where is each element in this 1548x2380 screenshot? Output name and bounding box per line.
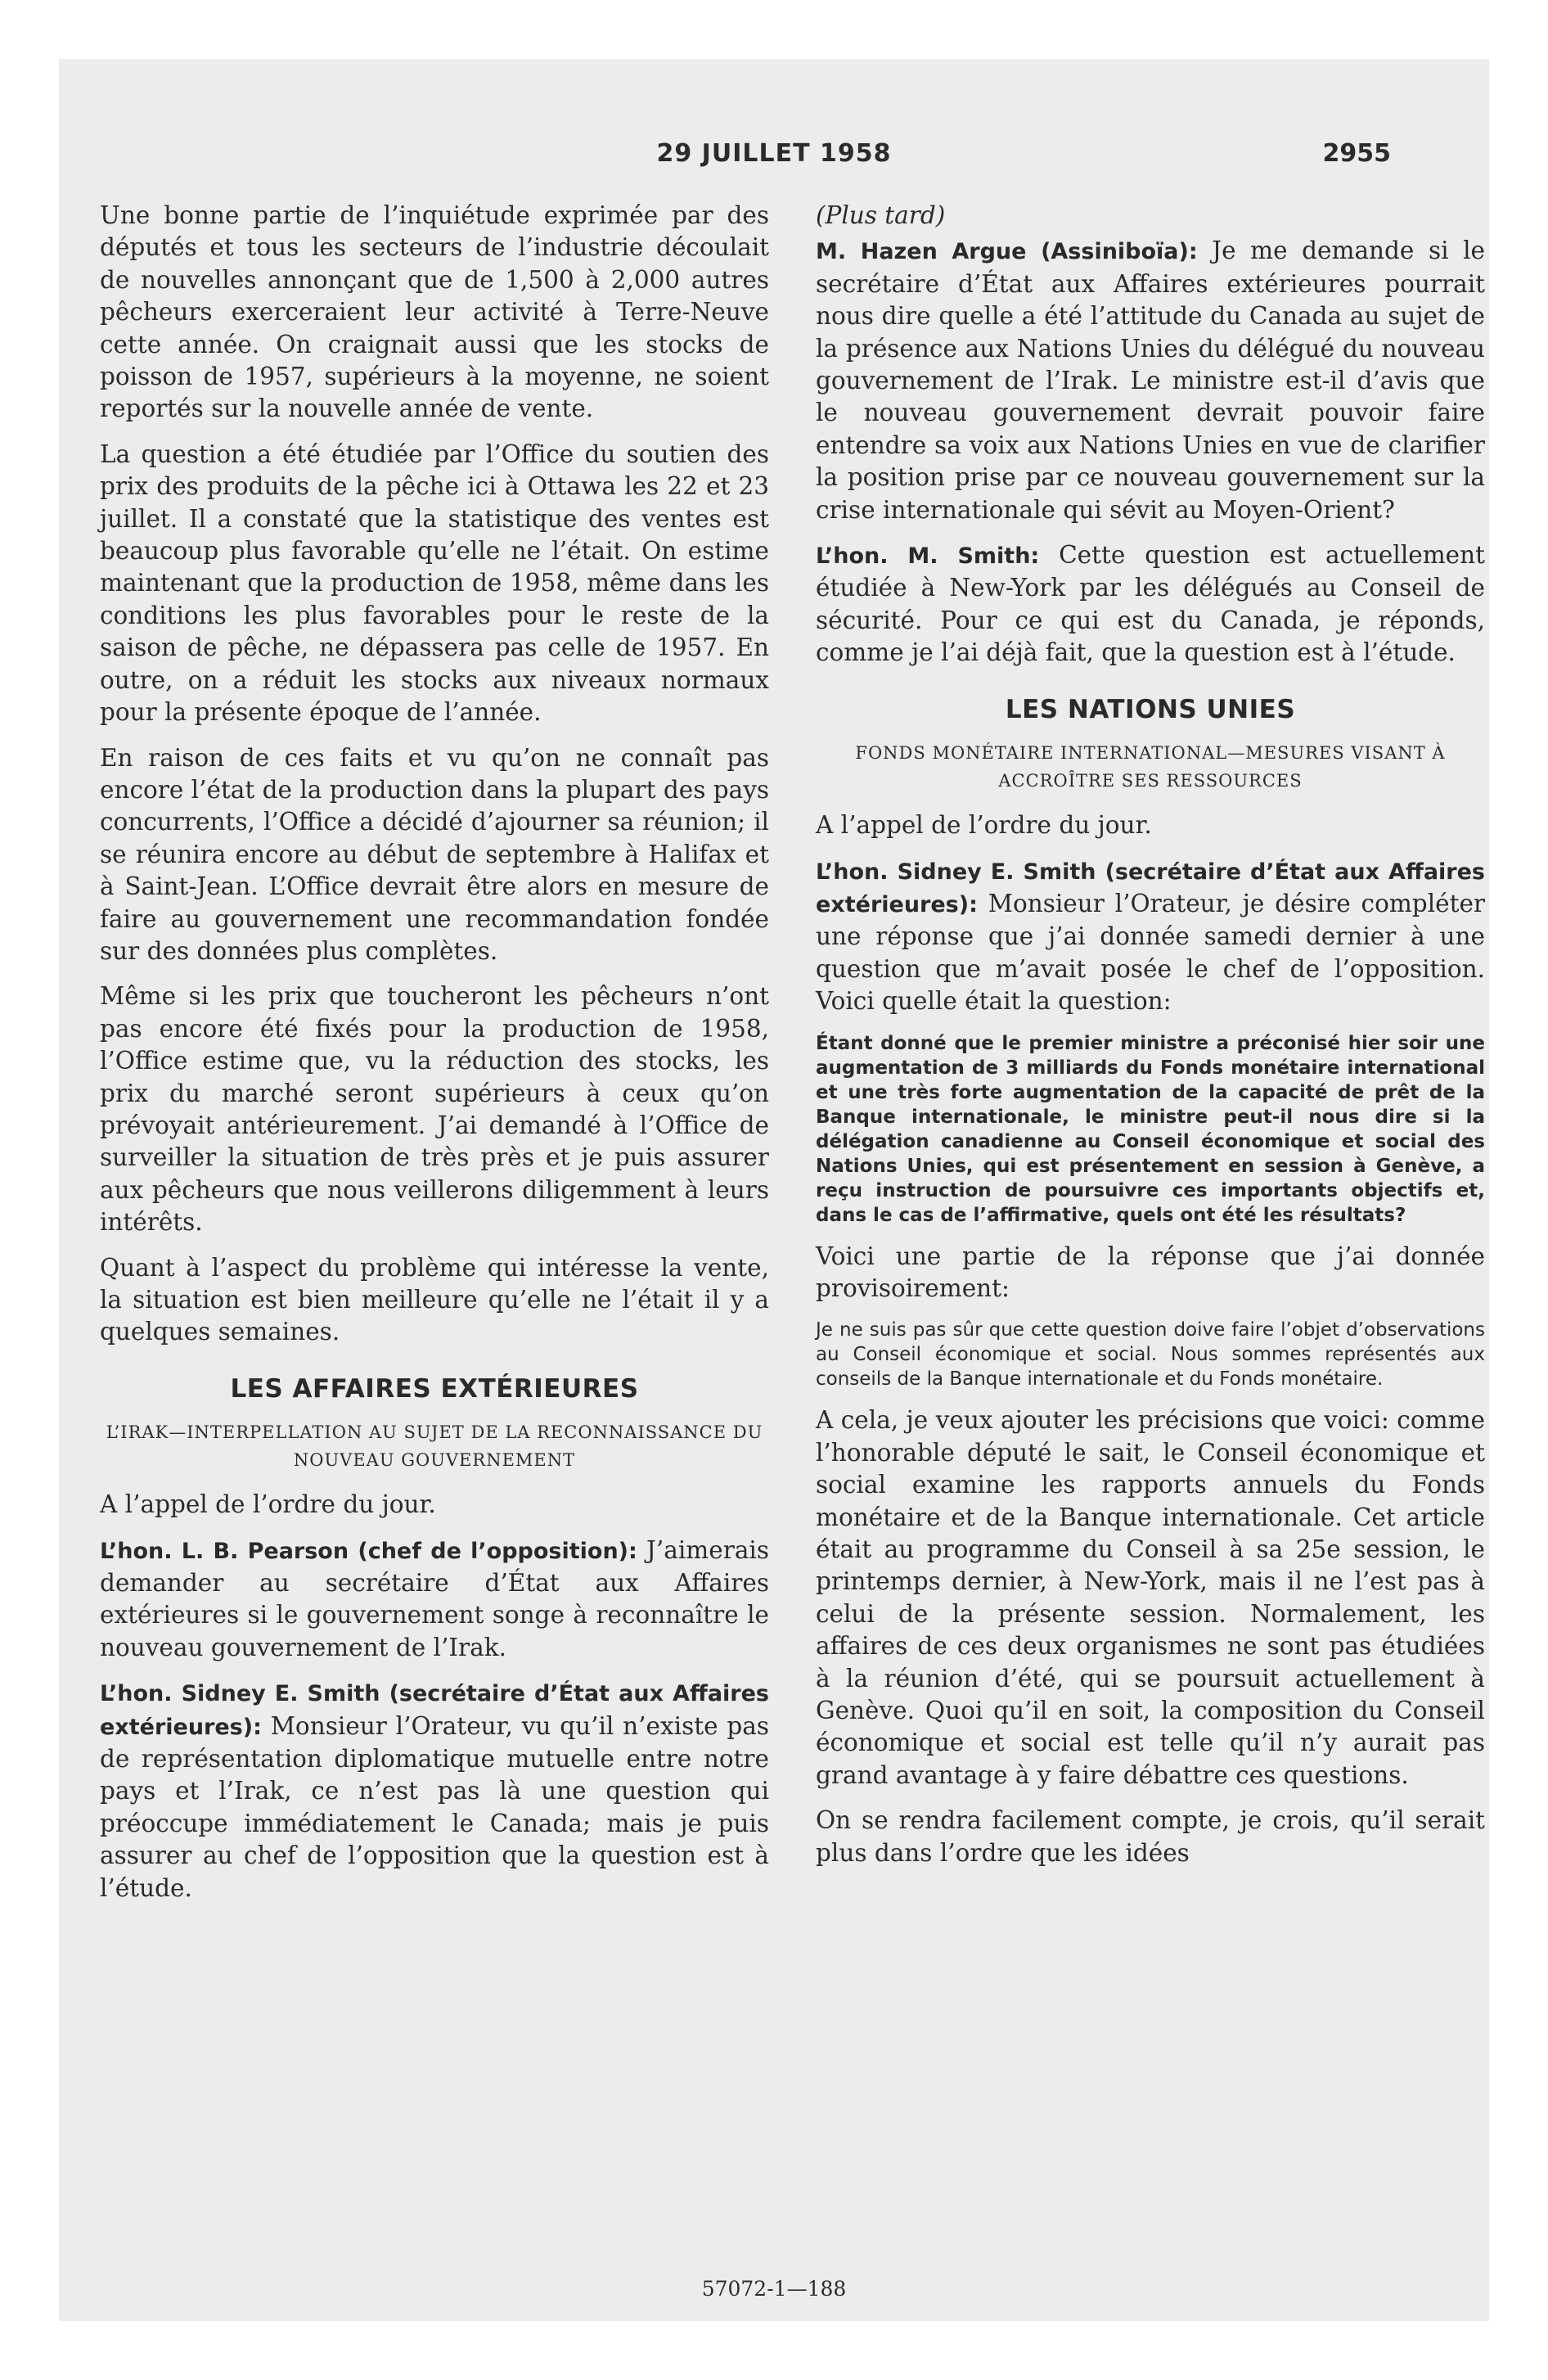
subheading-iraq: L’IRAK—INTERPELLATION AU SUJET DE LA RECONNAISSANCE DU NOUVEAU GOUVERNEMENT <box>106 1422 763 1471</box>
section-heading-external-affairs: LES AFFAIRES EXTÉRIEURES <box>230 1373 639 1404</box>
paragraph: Quant à l’aspect du problème qui intéresse la vente, la situation est bien meilleure qu’elle ne l’était il y a quelques semaines. <box>100 1253 769 1346</box>
speech-text: Cette question est actuellement étudiée à New-York par les délégués au Conseil de sécurité. Pour ce qui est du Canada, je réponds, comme je l’ai déjà fait, que la question est à l’étude. <box>816 541 1485 667</box>
speech-smith-imf <box>816 855 1485 1018</box>
speech-pearson <box>100 1535 769 1665</box>
paragraph: Une bonne partie de l’inquiétude exprimée par des députés et tous les secteurs de l’industrie découlait de nouvelles annonçant que de 1,500 à 2,000 autres pêcheurs exerceraient leur activité à Terre-Neuve cette année. On craignait aussi que les stocks de poisson de 1957, supérieurs à la moyenne, ne soient reportés sur la nouvelle année de vente. <box>100 201 769 423</box>
speaker-argue: M. Hazen Argue (Assiniboïa): <box>816 239 1198 265</box>
speaker-smith: L’hon. M. Smith: <box>816 543 1040 570</box>
paragraph: A cela, je veux ajouter les précisions que voici: comme l’honorable député le sait, le Conseil économique et social examine les rapports annuels du Fonds monétaire et de la Banque internationale. Cet article était au programme du Conseil à sa 25e session, le printemps dernier, à New-York, mais il ne l’est pas à celui de la présente session. Normalement, les affaires de ces deux organismes ne sont pas étudiées à la réunion d’été, qui se poursuit actuellement à Genève. Quoi qu’il en soit, la composition du Conseil économique et social est telle qu’il n’y aurait pas grand avantage à y faire débattre ces questions. <box>816 1406 1485 1789</box>
paragraph: La question a été étudiée par l’Office du soutien des prix des produits de la pêche ici à Ottawa les 22 et 23 juillet. Il a constaté que la statistique des ventes est beaucoup plus favorable qu’elle ne l’était. On estime maintenant que la production de 1958, même dans les conditions les plus favorables pour le reste de la saison de pêche, ne dépassera pas celle de 1957. En outre, on a réduit les stocks aux niveaux normaux pour la présente époque de l’année. <box>100 439 769 727</box>
scanned-page <box>59 59 1489 2321</box>
paragraph: En raison de ces faits et vu qu’on ne connaît pas encore l’état de la production dans la plupart des pays concurrents, l’Office a décidé d’ajourner sa réunion; il se réunira encore au début de septembre à Halifax et à Saint-Jean. L’Office devrait être alors en mesure de faire au gouvernement une recommandation fondée sur des données plus complètes. <box>100 743 769 965</box>
speech-argue <box>816 235 1485 526</box>
header-date: 29 JUILLET 1958 <box>656 139 892 168</box>
footer-code: 57072-1—188 <box>701 2277 847 2301</box>
left-column <box>100 200 769 1918</box>
speech-text: Monsieur l’Orateur, je désire compléter une réponse que j’ai donnée samedi dernier à une question que m’avait posée le chef de l’opposition. Voici quelle était la question: <box>816 889 1485 1016</box>
section-heading-united-nations: LES NATIONS UNIES <box>1005 694 1296 724</box>
right-column <box>816 200 1485 1882</box>
speech-smith-reply <box>816 539 1485 669</box>
quoted-question: Étant donné que le premier ministre a préconisé hier soir une augmentation de 3 milliards du Fonds monétaire international et une très forte augmentation de la capacité de prêt de la Banque internationale, le ministre peut-il nous dire si la délégation canadienne au Conseil économique et social des Nations Unies, qui est présentement en session à Genève, a reçu instruction de poursuivre ces importants objectifs et, dans le cas de l’affirmative, quels ont été les résultats? <box>816 1032 1485 1226</box>
paragraph: Voici une partie de la réponse que j’ai donnée provisoirement: <box>816 1242 1485 1302</box>
page-number: 2955 <box>1322 139 1391 168</box>
quoted-reply: Je ne suis pas sûr que cette question doive faire l’objet d’observations au Conseil économique et social. Nous sommes représentés aux conseils de la Banque internationale et du Fonds monétaire. <box>816 1319 1485 1391</box>
speaker-pearson: L’hon. L. B. Pearson (chef de l’opposition): <box>100 1538 637 1564</box>
running-head <box>157 139 1391 180</box>
speech-text: Monsieur l’Orateur, vu qu’il n’existe pas de représentation diplomatique mutuelle entre notre pays et l’Irak, ce n’est pas là une question qui préoccupe immédiatement le Canada; mais je puis assurer au chef de l’opposition que la question est à l’étude. <box>100 1711 769 1902</box>
subheading-imf: FONDS MONÉTAIRE INTERNATIONAL—MESURES VISANT À ACCROÎTRE SES RESSOURCES <box>855 743 1446 791</box>
paragraph-order-of-day: A l’appel de l’ordre du jour. <box>100 1490 436 1519</box>
later-note: (Plus tard) <box>816 201 946 229</box>
speech-smith <box>100 1677 769 1904</box>
speech-text: Je me demande si le secrétaire d’État aux Affaires extérieures pourrait nous dire quelle a été l’attitude du Canada au sujet de la présence aux Nations Unies du délégué du nouveau gouvernement de l’Irak. Le ministre est-il d’avis que le nouveau gouvernement devrait pouvoir faire entendre sa voix aux Nations Unies en vue de clarifier la position prise par ce nouveau gouvernement sur la crise internationale qui sévit au Moyen-Orient? <box>816 237 1485 524</box>
speaker-smith: L’hon. Sidney E. Smith (secrétaire d’État aux Affaires extérieures): <box>816 859 1485 917</box>
paragraph-order-of-day: A l’appel de l’ordre du jour. <box>816 811 1152 840</box>
speaker-smith: L’hon. Sidney E. Smith (secrétaire d’État aux Affaires extérieures): <box>100 1681 769 1740</box>
paragraph: Même si les prix que toucheront les pêcheurs n’ont pas encore été fixés pour la production de 1958, l’Office estime que, vu la réduction des stocks, les prix du marché seront supérieurs à ceux qu’on prévoyait antérieurement. J’ai demandé à l’Office de surveiller la situation de très près et je puis assurer aux pêcheurs que nous veillerons diligemment à leurs intérêts. <box>100 982 769 1237</box>
speech-text: J’aimerais demander au secrétaire d’État aux Affaires extérieures si le gouvernement songe à reconnaître le nouveau gouvernement de l’Irak. <box>100 1535 769 1661</box>
paragraph: On se rendra facilement compte, je crois, qu’il serait plus dans l’ordre que les idées <box>816 1806 1485 1867</box>
